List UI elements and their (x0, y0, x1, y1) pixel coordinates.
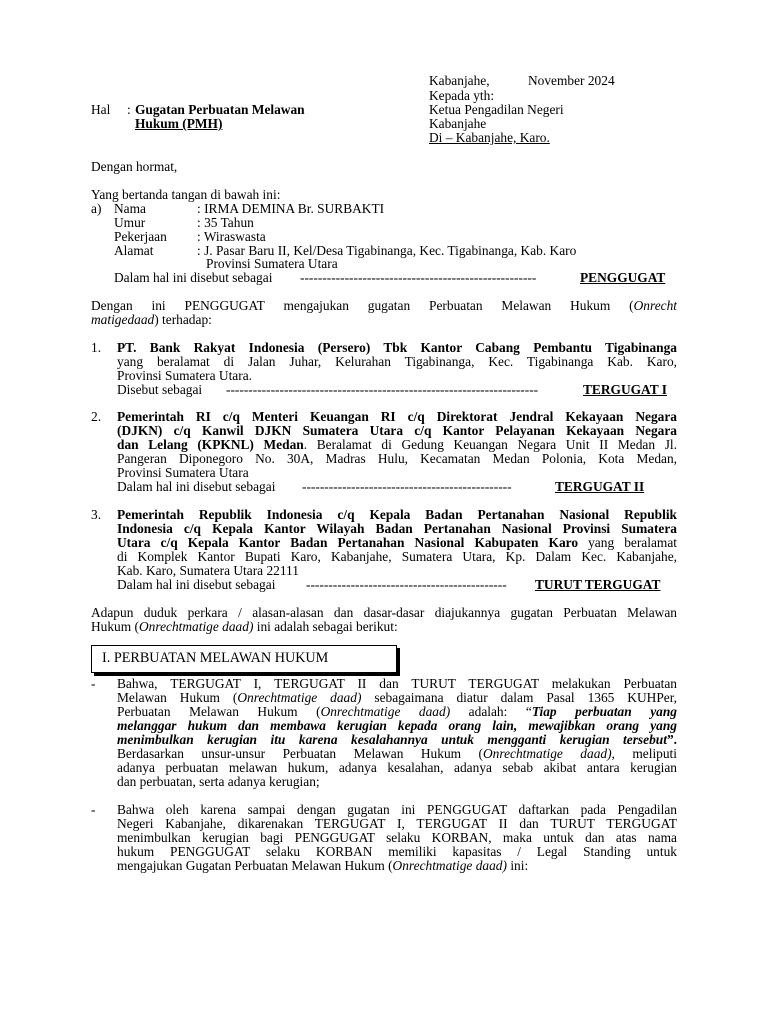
role-leader: ---------------------------------------------------------------------- (226, 382, 539, 397)
subject-label: Hal (91, 102, 111, 117)
paragraph-line: Negeri Kabanjahe, dikarenakan TERGUGAT I, TERGUGAT II dan TURUT TERGUGAT (117, 816, 677, 831)
field-value: : 35 Tahun (197, 215, 254, 230)
field-label: Nama (114, 201, 146, 216)
role-name: TERGUGAT I (583, 382, 667, 397)
party-name: PT. Bank Rakyat Indonesia (Persero) Tbk Kantor Cabang Pembantu Tigabinanga (117, 340, 677, 355)
section-heading-box (91, 645, 397, 673)
paragraph-line: hukum PENGGUGAT selaku KORBAN memiliki kapasitas / Legal Standing untuk (117, 844, 677, 859)
field-value: : IRMA DEMINA Br. SURBAKTI (197, 201, 385, 216)
role-name: TURUT TERGUGAT (535, 577, 661, 592)
paragraph-line: mengajukan Gugatan Perbuatan Melawan Hukum (Onrechtmatige daad) ini: (117, 858, 529, 873)
party-name: Pemerintah Republik Indonesia c/q Kepala Badan Pertanahan Nasional Republik (117, 507, 677, 522)
quote-line: menimbulkan kerugian itu karena kesalahannya untuk mengganti kerugian tersebut”. (117, 732, 677, 747)
party-address: Provinsi Sumatera Utara (117, 465, 249, 480)
paragraph-line: Perbuatan Melawan Hukum (Onrechtmatige daad) adalah: “Tiap perbuatan yang (117, 704, 677, 719)
subject-title: Gugatan Perbuatan Melawan (135, 102, 305, 117)
role-leader: --------------------------------------------- (306, 577, 507, 592)
section-heading: I. PERBUATAN MELAWAN HUKUM (102, 650, 329, 666)
recipient-line: Ketua Pengadilan Negeri (429, 102, 564, 117)
role-label: Dalam hal ini disebut sebagai (117, 479, 276, 494)
role-leader: ----------------------------------------------- (302, 479, 512, 494)
paragraph-line: Dengan ini PENGGUGAT mengajukan gugatan Perbuatan Melawan Hukum (Onrecht (91, 298, 677, 313)
recipient-line: Di – Kabanjahe, Karo. (429, 130, 550, 145)
field-value: : Wiraswasta (197, 229, 266, 244)
subject-title: Hukum (PMH) (135, 116, 223, 131)
field-label: Umur (114, 215, 146, 230)
role-leader: ----------------------------------------------------- (300, 270, 537, 285)
field-value: Provinsi Sumatera Utara (206, 256, 338, 271)
paragraph-line: Hukum (Onrechtmatige daad) ini adalah sebagai berikut: (91, 619, 398, 634)
party-address: Provinsi Sumatera Utara. (117, 368, 252, 383)
salutation: Dengan hormat, (91, 159, 178, 174)
party-address: Kab. Karo, Sumatera Utara 22111 (117, 563, 299, 578)
intro-text: Yang bertanda tangan di bawah ini: (91, 187, 281, 202)
party-address: yang beralamat di Jalan Juhar, Kelurahan Tigabinanga, Kec. Tigabinanga Kab. Karo, (117, 354, 677, 369)
role-name: TERGUGAT II (555, 479, 645, 494)
letter-place: Kabanjahe, (429, 73, 490, 88)
list-number: 1. (91, 340, 102, 355)
field-label: Pekerjaan (114, 229, 167, 244)
bullet: - (91, 802, 96, 817)
paragraph-line: matigedaad) terhadap: (91, 312, 212, 327)
paragraph-line: dan perbuatan, serta adanya kerugian; (117, 774, 320, 789)
role-label: Dalam hal ini disebut sebagai (117, 577, 276, 592)
subject-colon: : (127, 102, 131, 117)
party-address: Pangeran Diponegoro No. 30A, Madras Hulu, Kecamatan Medan Polonia, Kota Medan, (117, 451, 677, 466)
recipient-line: Kabanjahe (429, 116, 487, 131)
role-label: Disebut sebagai (117, 382, 203, 397)
party-name: Pemerintah RI c/q Menteri Keuangan RI c/q Direktorat Jendral Kekayaan Negara (117, 409, 677, 424)
list-number: 3. (91, 507, 102, 522)
role-label: Dalam hal ini disebut sebagai (114, 270, 273, 285)
paragraph-line: Bahwa, TERGUGAT I, TERGUGAT II dan TURUT TERGUGAT melakukan Perbuatan (117, 676, 677, 691)
list-number: 2. (91, 409, 102, 424)
paragraph-line: menimbulkan kerugian bagi PENGGUGAT selaku KORBAN, maka untuk dan atas nama (117, 830, 677, 845)
role-name: PENGGUGAT (580, 270, 666, 285)
party-name: Utara c/q Kepala Kantor Badan Pertanahan Nasional Kabupaten Karo yang beralamat (117, 535, 677, 550)
field-value: : J. Pasar Baru II, Kel/Desa Tigabinanga, Kec. Tigabinanga, Kab. Karo (197, 243, 577, 258)
letter-date: November 2024 (528, 73, 615, 88)
field-label: Alamat (114, 243, 154, 258)
list-marker: a) (91, 201, 102, 216)
paragraph-line: Melawan Hukum (Onrechtmatige daad) sebagaimana diatur dalam Pasal 1365 KUHPer, (117, 690, 677, 705)
quote-line: melanggar hukum dan membawa kerugian kepada orang lain, mewajibkan orang yang (117, 718, 677, 733)
party-name: dan Lelang (KPKNL) Medan. Beralamat di Gedung Keuangan Negara Unit II Medan Jl. (117, 437, 677, 452)
party-name: Indonesia c/q Kepala Kantor Wilayah Badan Pertanahan Nasional Provinsi Sumatera (117, 521, 677, 536)
paragraph-line: adanya perbuatan melawan hukum, adanya kesalahan, adanya sebab akibat antara kerugian (117, 760, 677, 775)
paragraph-line: Bahwa oleh karena sampai dengan gugatan ini PENGGUGAT daftarkan pada Pengadilan (117, 802, 677, 817)
paragraph-line: Berdasarkan unsur-unsur Perbuatan Melawan Hukum (Onrechtmatige daad), meliputi (117, 746, 677, 761)
party-address: di Komplek Kantor Bupati Karo, Kabanjahe, Sumatera Utara, Kp. Dalam Kec. Kabanjahe, (117, 549, 677, 564)
paragraph-line: Adapun duduk perkara / alasan-alasan dan dasar-dasar diajukannya gugatan Perbuatan Melawan (91, 605, 677, 620)
recipient-intro: Kepada yth: (429, 88, 495, 103)
bullet: - (91, 676, 96, 691)
party-name: (DJKN) c/q Kanwil DJKN Sumatera Utara c/q Kantor Pelayanan Kekayaan Negara (117, 423, 677, 438)
